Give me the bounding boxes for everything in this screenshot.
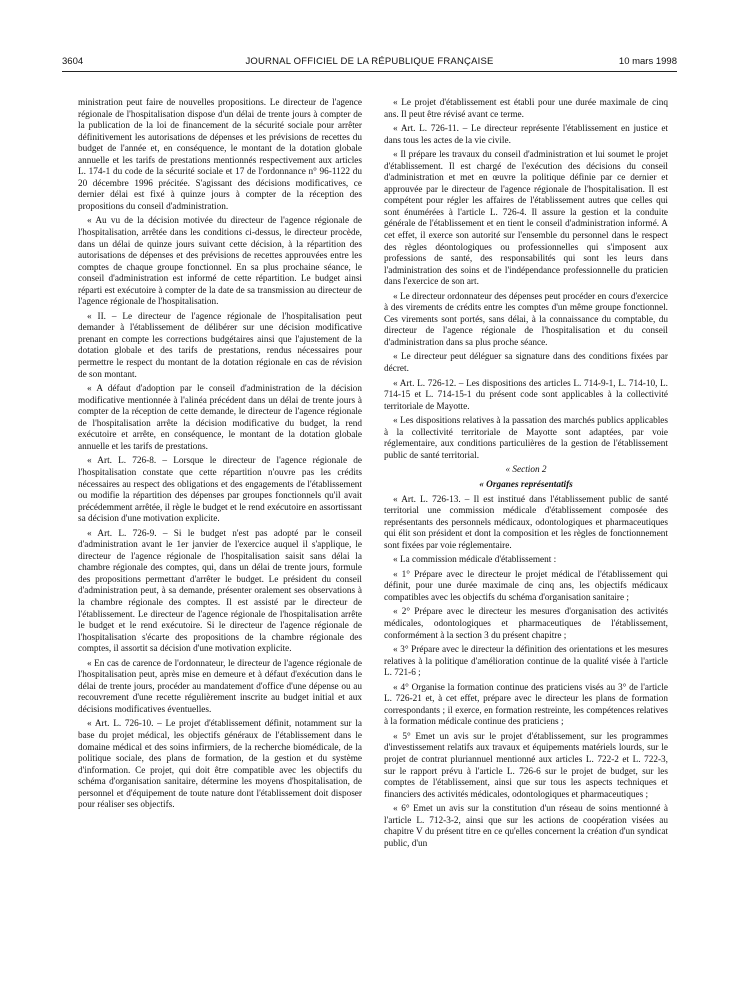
paragraph: « II. – Le directeur de l'agence régionale de l'hospitalisation peut demander à l'établissement de délibérer sur une décision modificative prenant en compte les corrections budgétaires ainsi que l'ajustement de la dotation globale et des tarifs de prestations, rendus nécessaires pour permettre le respect du montant de la dotation régionale en cas de révision de son montant. (78, 311, 362, 380)
paragraph: « 5° Emet un avis sur le projet d'établissement, sur les programmes d'investissement relatifs aux travaux et équipements matériels lourds, sur le projet de contrat pluriannuel mentionné aux articles L. 722-2 et L. 722-3, sur le rapport prévu à l'article L. 726-6 sur le projet de budget, sur les comptes de l'établissement, ainsi que sur tous les aspects techniques et financiers des activités médicales, odontologiques et pharmaceutiques ; (384, 731, 668, 800)
paragraph: « La commission médicale d'établissement : (393, 555, 557, 566)
paragraph: « Art. L. 726-12. – Les dispositions des articles L. 714-9-1, L. 714-10, L. 714-15 et L. 714-15-1 du présent code sont applicables à la collectivité territoriale de Mayotte. (384, 378, 668, 412)
journal-title: JOURNAL OFFICIEL DE LA RÉPUBLIQUE FRANÇAISE (245, 56, 494, 67)
header-rule (62, 71, 677, 72)
section-subtitle: « Organes représentatifs (479, 479, 573, 490)
paragraph: « 4° Organise la formation continue des praticiens visés au 3° de l'article L. 726-21 et, à cet effet, prépare avec le directeur les plans de formation correspondants ; il exerce, en formation restreinte, les compétences relatives à la formation médicale continue des praticiens ; (384, 682, 668, 728)
paragraph: « 6° Emet un avis sur la constitution d'un réseau de soins mentionné à l'article L. 712-3-2, ainsi que sur les actions de coopération visées au chapitre V du présent titre en ce qu'elles concernent la création d'un syndicat public, d'un (384, 804, 668, 849)
paragraph: « Il prépare les travaux du conseil d'administration et lui soumet le projet d'établissement. Il est chargé de l'exécution des décisions du conseil d'administration et met en œuvre la politique définie par ce dernier et approuvée par le directeur de l'agence régionale de l'hospitalisation. Il est compétent pour régler les affaires de l'établissement autres que celles qui sont énumérées à l'article L. 726-4. Il assure la gestion et la conduite générale de l'établissement et en tient le conseil d'administration informé. A cet effet, il exerce son autorité sur l'ensemble du personnel dans le respect des règles déontologiques ou professionnelles qui s'imposent aux professions de santé, des responsabilités qui sont les leurs dans l'administration des soins et de l'indépendance professionnelle du praticien dans l'exercice de son art. (384, 150, 668, 288)
section-title: « Section 2 (505, 465, 547, 476)
page-number: 3604 (62, 56, 84, 67)
paragraph: « Art. L. 726-11. – Le directeur représente l'établissement en justice et dans tous les actes de la vie civile. (384, 124, 668, 146)
paragraph: « Les dispositions relatives à la passation des marchés publics applicables à la collectivité territoriale de Mayotte sont adaptées, par voie réglementaire, aux conditions particulières de la gestion de l'établissement public de santé territorial. (384, 416, 668, 461)
paragraph: « Art. L. 726-8. – Lorsque le directeur de l'agence régionale de l'hospitalisation constate que cette répartition n'ouvre pas les crédits nécessaires au respect des obligations et des engagements de l'établissement ou modifie la répartition des dépenses par groupes fonctionnels qu'il avait précédemment arrêtée, il règle le budget et le rend exécutoire en assortissant sa décision d'une motivation explicite. (78, 456, 362, 525)
paragraph: « Le projet d'établissement est établi pour une durée maximale de cinq ans. Il peut être révisé avant ce terme. (384, 98, 668, 120)
issue-date: 10 mars 1998 (618, 56, 677, 67)
paragraph: « 1° Prépare avec le directeur le projet médical de l'établissement qui définit, pour une durée maximale de cinq ans, les objectifs médicaux compatibles avec les objectifs du schéma d'organisation sanitaire ; (384, 569, 668, 603)
paragraph: « 3° Prépare avec le directeur la définition des orientations et les mesures relatives à la politique d'amélioration continue de la qualité visée à l'article L. 721-6 ; (384, 645, 668, 679)
paragraph: « Art. L. 726-9. – Si le budget n'est pas adopté par le conseil d'administration avant le 1er janvier de l'exercice auquel il s'applique, le directeur de l'agence régionale de l'hospitalisation saisit sans délai la chambre régionale des comptes, qui, dans un délai de trente jours, formule des propositions permettant d'arrêter le budget. Le président du conseil d'administration peut, à sa demande, présenter oralement ses observations à la chambre régionale des comptes. Il est assisté par le directeur de l'établissement. Le directeur de l'agence régionale de l'hospitalisation arrête le budget et le rend exécutoire. Si le directeur de l'agence régionale de l'hospitalisation s'écarte des propositions de la chambre régionale des comptes, il assortit sa décision d'une motivation explicite. (78, 528, 362, 655)
left-column (78, 98, 362, 815)
page-header (62, 56, 677, 72)
paragraph: « Au vu de la décision motivée du directeur de l'agence régionale de l'hospitalisation, arrêtée dans les conditions ci-dessus, le directeur procède, dans un délai de quinze jours suivant cette décision, à la répartition des autorisations de dépenses et des prévisions de recettes approuvées entre les comptes de chaque groupe fonctionnel. En sa plus prochaine séance, le conseil d'administration est informé de cette répartition. Le budget ainsi réparti est exécutoire à compter de la date de sa transmission au directeur de l'agence régionale de l'hospitalisation. (78, 216, 362, 308)
paragraph: « Art. L. 726-13. – Il est institué dans l'établissement public de santé territorial une commission médicale d'établissement composée des représentants des personnels médicaux, odontologiques et pharmaceutiques qui élit son président et dont la composition et les règles de fonctionnement sont fixées par voie réglementaire. (384, 494, 668, 551)
paragraph: « Art. L. 726-10. – Le projet d'établissement définit, notamment sur la base du projet médical, les objectifs généraux de l'établissement dans le domaine médical et des soins infirmiers, de la recherche biomédicale, de la politique sociale, des plans de formation, de la gestion et du système d'information. Ce projet, qui doit être compatible avec les objectifs du schéma d'organisation sanitaire, détermine les moyens d'hospitalisation, de personnel et d'équipement de toute nature dont l'établissement doit disposer pour réaliser ses objectifs. (78, 719, 362, 811)
paragraph: « Le directeur ordonnateur des dépenses peut procéder en cours d'exercice à des virements de crédits entre les comptes d'un même groupe fonctionnel. Ces virements sont portés, sans délai, à la connaissance du comptable, du directeur de l'agence régionale de l'hospitalisation et du conseil d'administration dans sa plus proche séance. (384, 291, 668, 348)
paragraph: « 2° Prépare avec le directeur les mesures d'organisation des activités médicales, odontologiques et pharmaceutiques de l'établissement, conformément à la section 3 du présent chapitre ; (384, 607, 668, 641)
paragraph: « A défaut d'adoption par le conseil d'administration de la décision modificative mentionnée à l'alinéa précédent dans un délai de trente jours à compter de la réception de cette demande, le directeur de l'agence régionale de l'hospitalisation arrête la décision modificative du budget, la rend exécutoire et arrête, en conséquence, le montant de la dotation globale annuelle et les tarifs de prestations. (78, 384, 362, 452)
right-column (384, 98, 668, 853)
paragraph: ministration peut faire de nouvelles propositions. Le directeur de l'agence régionale de l'hospitalisation dispose d'un délai de trente jours à compter de la publication de la loi de financement de la sécurité sociale pour arrêter définitivement les autorisations de dépenses et les prévisions de recettes du budget de l'année et, en conséquence, le montant de la dotation globale annuelle et les tarifs de prestations mentionnés respectivement aux articles L. 174-1 du code de la sécurité sociale et 17 de l'ordonnance n° 96-1122 du 20 décembre 1996 précitée. S'agissant des décisions modificatives, ce dernier délai est fixé à quinze jours à compter de la réception des propositions du conseil d'administration. (78, 98, 362, 212)
paragraph: « En cas de carence de l'ordonnateur, le directeur de l'agence régionale de l'hospitalisation peut, après mise en demeure et à défaut d'exécution dans le délai de trente jours, procéder au mandatement d'office d'une dépense ou au recouvrement d'une recette régulièrement inscrite au budget initial et aux décisions modificatives éventuelles. (78, 658, 362, 715)
paragraph: « Le directeur peut déléguer sa signature dans des conditions fixées par décret. (384, 352, 668, 375)
